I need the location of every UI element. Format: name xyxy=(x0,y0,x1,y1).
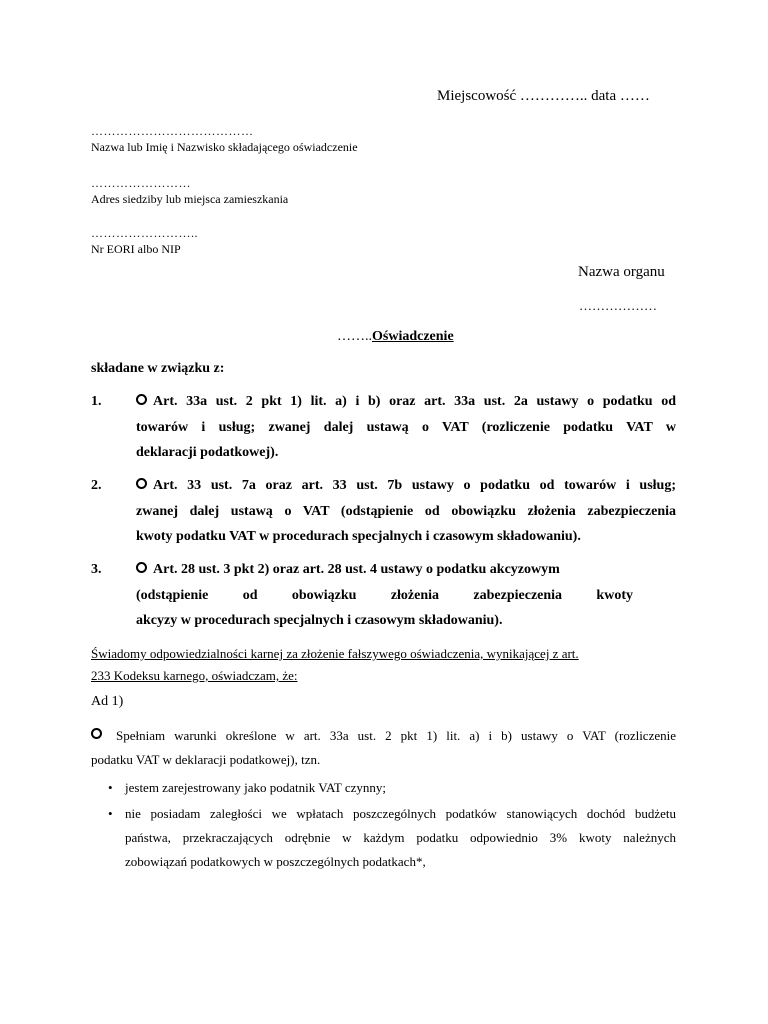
bullet-line: zobowiązań podatkowych w poszczególnych podatkach*, xyxy=(125,854,426,869)
bullet-item-2 xyxy=(91,802,676,874)
bullet-line: nie posiadam zaległości we wpłatach poszczególnych podatków stanowiących dochód budżetu xyxy=(125,806,676,821)
item-number: 1. xyxy=(91,394,102,409)
bullet-line: państwa, przekraczających odrębnie w każdym podatku odpowiednio 3% kwoty należnych xyxy=(125,830,676,845)
list-item-3 xyxy=(91,557,633,635)
organ-label: Nazwa organu xyxy=(578,264,665,280)
name-label: Nazwa lub Imię i Nazwisko składającego oświadczenie xyxy=(91,140,358,154)
document-title xyxy=(337,329,454,345)
subheading: składane w związku z: xyxy=(91,361,225,376)
paragraph-line: podatku VAT w deklaracji podatkowej), tzn. xyxy=(91,752,321,767)
radio-bullet-icon xyxy=(136,562,147,573)
item-line: deklaracji podatkowej). xyxy=(136,445,279,460)
name-dots: ………………………………… xyxy=(91,124,254,138)
declaration-line: 233 Kodeksu karnego, oświadczam, że: xyxy=(91,668,298,683)
organ-dots: ……………… xyxy=(579,298,657,313)
bullet-item-1 xyxy=(91,776,676,800)
list-item-1 xyxy=(91,389,676,467)
eori-label: Nr EORI albo NIP xyxy=(91,242,181,256)
paragraph-line: Spełniam warunki określone w art. 33a ust. 2 pkt 1) lit. a) i b) ustawy o VAT (rozliczenie xyxy=(116,728,676,743)
item-line: (odstąpienie od obowiązku złożenia zabezpieczenia kwoty xyxy=(136,587,633,603)
ad-label: Ad 1) xyxy=(91,694,124,709)
radio-bullet-icon xyxy=(136,478,147,489)
declaration-line: Świadomy odpowiedzialności karnej za złożenie fałszywego oświadczenia, wynikającej z art. xyxy=(91,646,579,661)
radio-bullet-icon xyxy=(91,728,102,739)
item-line: kwoty podatku VAT w procedurach specjalnych i czasowym składowaniu). xyxy=(136,529,581,544)
item-line: Art. 33a ust. 2 pkt 1) lit. a) i b) oraz art. 33a ust. 2a ustawy o podatku od xyxy=(153,394,676,409)
item-line: towarów i usług; zwanej dalej ustawą o VAT (rozliczenie podatku VAT w xyxy=(136,419,676,435)
bullet-line: jestem zarejestrowany jako podatnik VAT czynny; xyxy=(125,780,387,795)
address-dots: …………………… xyxy=(91,176,191,190)
radio-bullet-icon xyxy=(136,394,147,405)
item-line: Art. 33 ust. 7a oraz art. 33 ust. 7b ustawy o podatku od towarów i usług; xyxy=(153,478,676,493)
bullet-dot-icon: • xyxy=(108,806,113,821)
item-line: Art. 28 ust. 3 pkt 2) oraz art. 28 ust. 4 ustawy o podatku akcyzowym xyxy=(153,562,560,577)
place-date-line: Miejscowość ………….. data …… xyxy=(437,88,650,104)
item-line: zwanej dalej ustawą o VAT (odstąpienie od obowiązku złożenia zabezpieczenia xyxy=(136,503,676,519)
title-word: Oświadczenie xyxy=(372,329,454,344)
bullet-dot-icon: • xyxy=(108,780,113,795)
item-line: akcyzy w procedurach specjalnych i czasowym składowaniu). xyxy=(136,613,503,628)
list-item-2 xyxy=(91,473,676,551)
conditions-paragraph xyxy=(91,724,676,772)
item-number: 2. xyxy=(91,478,102,493)
address-label: Adres siedziby lub miejsca zamieszkania xyxy=(91,192,289,206)
eori-dots: …………………….. xyxy=(91,226,198,240)
declaration-statement xyxy=(91,643,651,687)
title-dots: …….. xyxy=(337,329,372,344)
item-number: 3. xyxy=(91,562,102,577)
